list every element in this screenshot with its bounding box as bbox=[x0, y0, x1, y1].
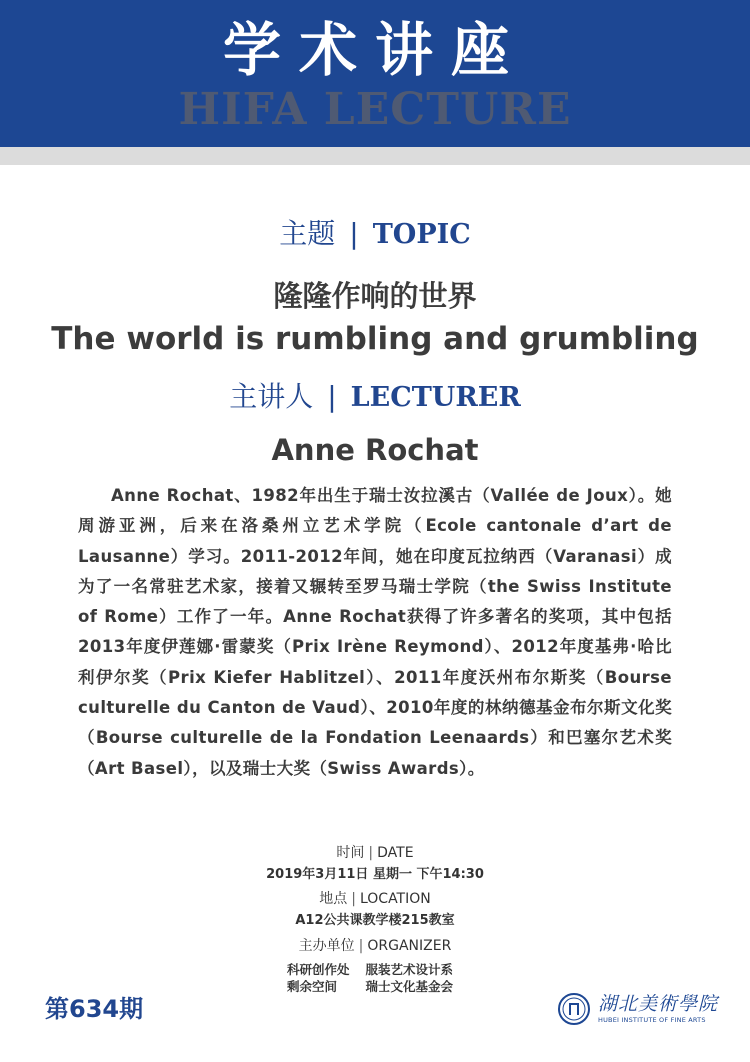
lecturer-label bbox=[0, 377, 750, 418]
organizer-list bbox=[287, 961, 453, 995]
organizer-label bbox=[0, 936, 750, 956]
topic-label bbox=[0, 214, 750, 255]
lecturer-label-en: LECTURER bbox=[350, 382, 521, 413]
label-divider: | bbox=[358, 938, 364, 954]
topic-title-en: The world is rumbling and grumbling bbox=[51, 321, 699, 357]
date-label bbox=[0, 843, 750, 863]
organizer-item: 科研创作处 bbox=[287, 962, 350, 977]
organizer-label-zh: 主办单位 bbox=[298, 938, 355, 954]
date-value: 2019年3月11日 星期一 下午14:30 bbox=[266, 867, 484, 882]
lecturer-label-zh: 主讲人 bbox=[229, 380, 314, 413]
organizer-label-en: ORGANIZER bbox=[367, 938, 452, 954]
lecturer-bio: Anne Rochat、1982年出生于瑞士汝拉溪古（Vallée de Joux）。她周游亚洲，后来在洛桑州立艺术学院（Ecole cantonale d’art de Lausanne）学习。2011-2012年间，她在印度瓦拉纳西（Varanasi）成为了一名常驻艺术家，接着又辗转至罗马瑞士学院（the Swiss Institute of Rome）工作了一年。Anne Rochat获得了许多著名的奖项，其中包括2013年度伊莲娜·雷蒙奖（Prix Irène Reymond）、2012年度基弗·哈比利伊尔奖（Prix Kiefer Hablitzel）、2011年度沃州布尔斯奖（Bourse culturelle du Canton de Vaud）、2010年度的林纳德基金布尔斯文化奖（Bourse culturelle de la Fondation Leenaards）和巴塞尔艺术奖（Art Basel），以及瑞士大奖（Swiss Awards）。 bbox=[78, 486, 672, 778]
location-label bbox=[0, 889, 750, 909]
header-divider bbox=[0, 147, 750, 165]
school-name: 湖北美術學院 bbox=[598, 993, 719, 1015]
date-label-en: DATE bbox=[377, 845, 414, 861]
label-divider: | bbox=[349, 217, 359, 250]
label-divider: | bbox=[368, 845, 374, 861]
label-divider: | bbox=[351, 891, 356, 907]
organizer-item: 剩余空间 bbox=[287, 979, 338, 994]
organizer-item: 瑞士文化基金会 bbox=[365, 979, 454, 994]
topic-title-zh: 隆隆作响的世界 bbox=[273, 279, 477, 313]
header-banner bbox=[0, 0, 750, 147]
location-label-en: LOCATION bbox=[359, 891, 431, 907]
school-name-en: HUBEI INSTITUTE OF FINE ARTS bbox=[598, 1016, 706, 1024]
topic-label-en: TOPIC bbox=[372, 219, 471, 250]
topic-label-zh: 主题 bbox=[279, 217, 336, 250]
lecturer-name: Anne Rochat bbox=[271, 433, 479, 467]
header-title: 学术讲座 bbox=[222, 16, 527, 84]
issue-number: 第634期 bbox=[45, 995, 144, 1023]
location-label-zh: 地点 bbox=[319, 891, 348, 907]
date-label-zh: 时间 bbox=[336, 845, 365, 861]
school-logo bbox=[558, 991, 719, 1031]
organizer-item: 服装艺术设计系 bbox=[365, 962, 454, 977]
header-subtitle: HIFA LECTURE bbox=[178, 84, 572, 135]
label-divider: | bbox=[327, 380, 337, 413]
school-emblem-icon bbox=[558, 993, 590, 1025]
location-value: A12公共课教学楼215教室 bbox=[295, 913, 455, 928]
